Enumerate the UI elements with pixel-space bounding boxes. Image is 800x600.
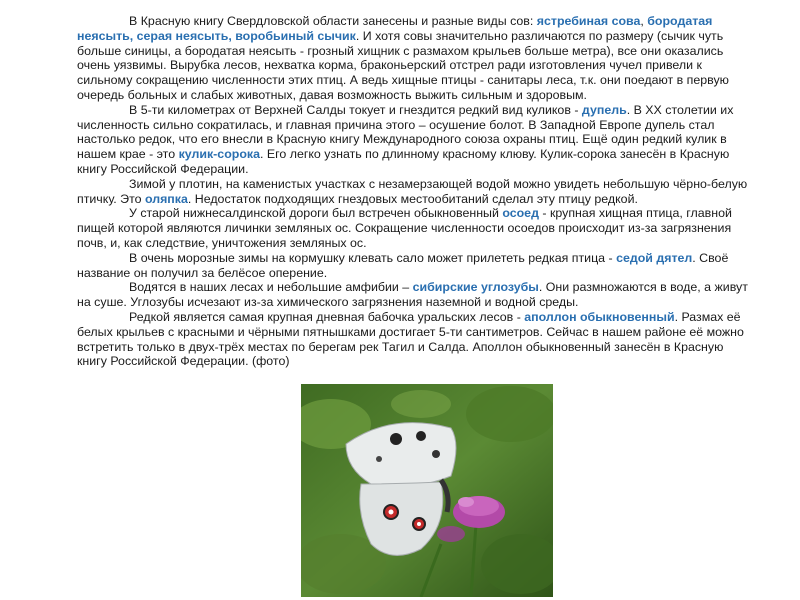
text-segment: . Его легко узнать по длинному красному клюву. Кулик-сорока занесён в Красную книгу Российской Федерации.	[77, 147, 730, 176]
paragraph	[77, 251, 753, 281]
text-segment: В 5-ти километрах от Верхней Салды токует и гнездится редкий вид куликов -	[129, 102, 582, 117]
paragraph	[77, 280, 753, 310]
species-name: бородатая неясыть, серая неясыть, воробьиный сычик	[77, 14, 713, 43]
species-name: ястребиная сова	[536, 14, 641, 28]
species-name: дупель	[581, 102, 627, 117]
article-text	[77, 14, 753, 369]
paragraph	[77, 103, 753, 177]
species-name: кулик-сорока	[178, 147, 260, 162]
text-segment: Водятся в наших лесах и небольшие амфибии –	[129, 280, 413, 295]
text-segment: . Недостаток подходящих гнездовых местообитаний сделал эту птицу редкой.	[187, 191, 638, 206]
text-segment: В Красную книгу Свердловской области занесены и разные виды сов:	[129, 14, 537, 28]
species-name: оляпка	[144, 191, 188, 206]
text-segment: . В XX столетии их численность сильно сократилась, и главная причина этого – осушение болот. В Западной Европе дупель стал настолько редок, что его внесли в Красную книгу Международного союза охраны птиц. Ещё один редкий кулик в нашем крае - это	[77, 102, 734, 162]
text-segment: В очень морозные зимы на кормушку клевать сало может прилететь редкая птица -	[129, 250, 617, 265]
text-segment: ,	[640, 14, 648, 28]
apollo-butterfly-photo	[301, 384, 553, 597]
paragraph	[77, 14, 753, 103]
text-segment: . И хотя совы значительно различаются по размеру (сычик чуть больше синицы, а бородатая неясыть - грозный хищник с размахом крыльев больше метра), все они оказались очень уязвимы. Вырубка лесов, нехватка корма, браконьерский отстрел ради изготовления чучел привели к сильному сокращению численности этих птиц. А ведь хищные птицы - санитары леса, т.к. они поедают в первую очередь больных и слабых животных, давая возможность выжить сильным и здоровым.	[77, 28, 729, 102]
text-segment: . Размах её белых крыльев с красными и чёрными пятнышками достигает 5-ти сантиметров. Сейчас в нашем районе её можно встретить только в двух-трёх местах по берегам рек Тагил и Салда. Аполлон обыкновенный занесён в Красную книгу Российской Федерации. (фото)	[77, 309, 744, 369]
text-segment: - крупная хищная птица, главной пищей которой являются личинки земляных ос. Сокращение численности осоедов происходит из-за загрязнения почв, и, как следствие, уничтожения земляных ос.	[77, 206, 732, 250]
butterfly-image	[301, 384, 553, 597]
species-name: сибирские углозубы	[412, 280, 539, 295]
text-segment: Зимой у плотин, на каменистых участках с незамерзающей водой можно увидеть небольшую чёрно-белую птичку. Это	[77, 176, 748, 206]
species-name: осоед	[502, 206, 539, 221]
paragraph	[77, 177, 753, 207]
paragraph	[77, 310, 753, 369]
species-name: аполлон обыкновенный	[524, 309, 675, 324]
species-name: седой дятел	[616, 250, 693, 265]
text-segment: Редкой является самая крупная дневная бабочка уральских лесов -	[129, 309, 525, 324]
text-segment: . Они размножаются в воде, а живут на суше. Углозубы исчезают из-за химического загрязнения наземной и водной среды.	[77, 280, 748, 310]
text-segment: . Своё название он получил за белёсое оперение.	[77, 250, 729, 280]
paragraph	[77, 206, 753, 250]
text-segment: У старой нижнесалдинской дороги был встречен обыкновенный	[129, 206, 503, 221]
